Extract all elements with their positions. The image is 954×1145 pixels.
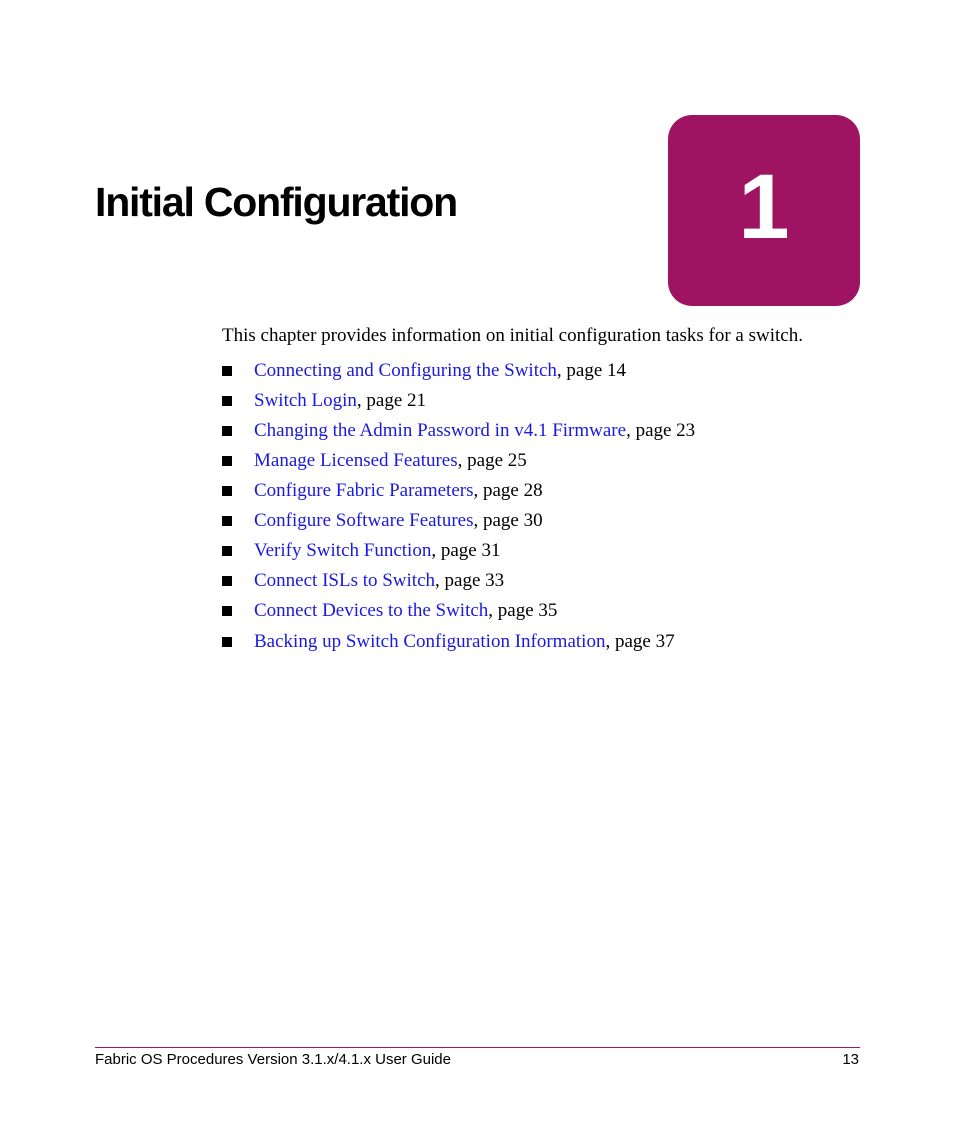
page-reference: , page 14 (556, 360, 627, 381)
toc-link[interactable]: Connect ISLs to Switch (254, 570, 436, 591)
toc-link[interactable]: Changing the Admin Password in v4.1 Firmware (254, 420, 627, 441)
page-reference: , page 23 (626, 420, 696, 441)
toc-link[interactable]: Verify Switch Function (254, 540, 432, 561)
chapter-intro: This chapter provides information on initial configuration tasks for a switch. (222, 325, 803, 346)
toc-link[interactable]: Configure Software Features (254, 510, 474, 531)
square-bullet-icon (222, 516, 232, 526)
list-item (222, 416, 695, 446)
list-item (222, 446, 695, 476)
list-item (222, 566, 695, 596)
toc-link[interactable]: Connect Devices to the Switch (254, 600, 489, 621)
toc-link[interactable]: Configure Fabric Parameters (254, 480, 474, 501)
chapter-contents-list (222, 356, 695, 657)
list-item (222, 506, 695, 536)
list-item (222, 596, 695, 626)
chapter-number: 1 (738, 155, 790, 258)
page-reference: , page 35 (488, 600, 558, 621)
square-bullet-icon (222, 426, 232, 436)
square-bullet-icon (222, 546, 232, 556)
page-reference: , page 37 (605, 631, 675, 652)
list-item (222, 386, 695, 416)
square-bullet-icon (222, 606, 232, 616)
toc-link[interactable]: Switch Login (254, 390, 357, 411)
page-reference: , page 28 (473, 480, 543, 501)
square-bullet-icon (222, 486, 232, 496)
toc-link[interactable]: Manage Licensed Features (254, 450, 458, 471)
square-bullet-icon (222, 637, 232, 647)
list-item (222, 476, 695, 506)
toc-link[interactable]: Connecting and Configuring the Switch (254, 360, 557, 381)
footer-divider (95, 1047, 860, 1048)
page-reference: , page 30 (473, 510, 543, 531)
square-bullet-icon (222, 396, 232, 406)
footer-page-number: 13 (842, 1051, 859, 1068)
list-item (222, 536, 695, 566)
chapter-number-badge (668, 115, 860, 306)
toc-link[interactable]: Backing up Switch Configuration Information (254, 631, 606, 652)
footer-document-title: Fabric OS Procedures Version 3.1.x/4.1.x User Guide (95, 1051, 451, 1068)
page-reference: , page 31 (431, 540, 501, 561)
square-bullet-icon (222, 576, 232, 586)
list-item (222, 356, 695, 386)
page-reference: , page 33 (435, 570, 505, 591)
square-bullet-icon (222, 456, 232, 466)
square-bullet-icon (222, 366, 232, 376)
page-reference: , page 25 (457, 450, 527, 471)
list-item (222, 627, 695, 657)
chapter-title: Initial Configuration (95, 179, 457, 225)
page-reference: , page 21 (356, 390, 427, 411)
